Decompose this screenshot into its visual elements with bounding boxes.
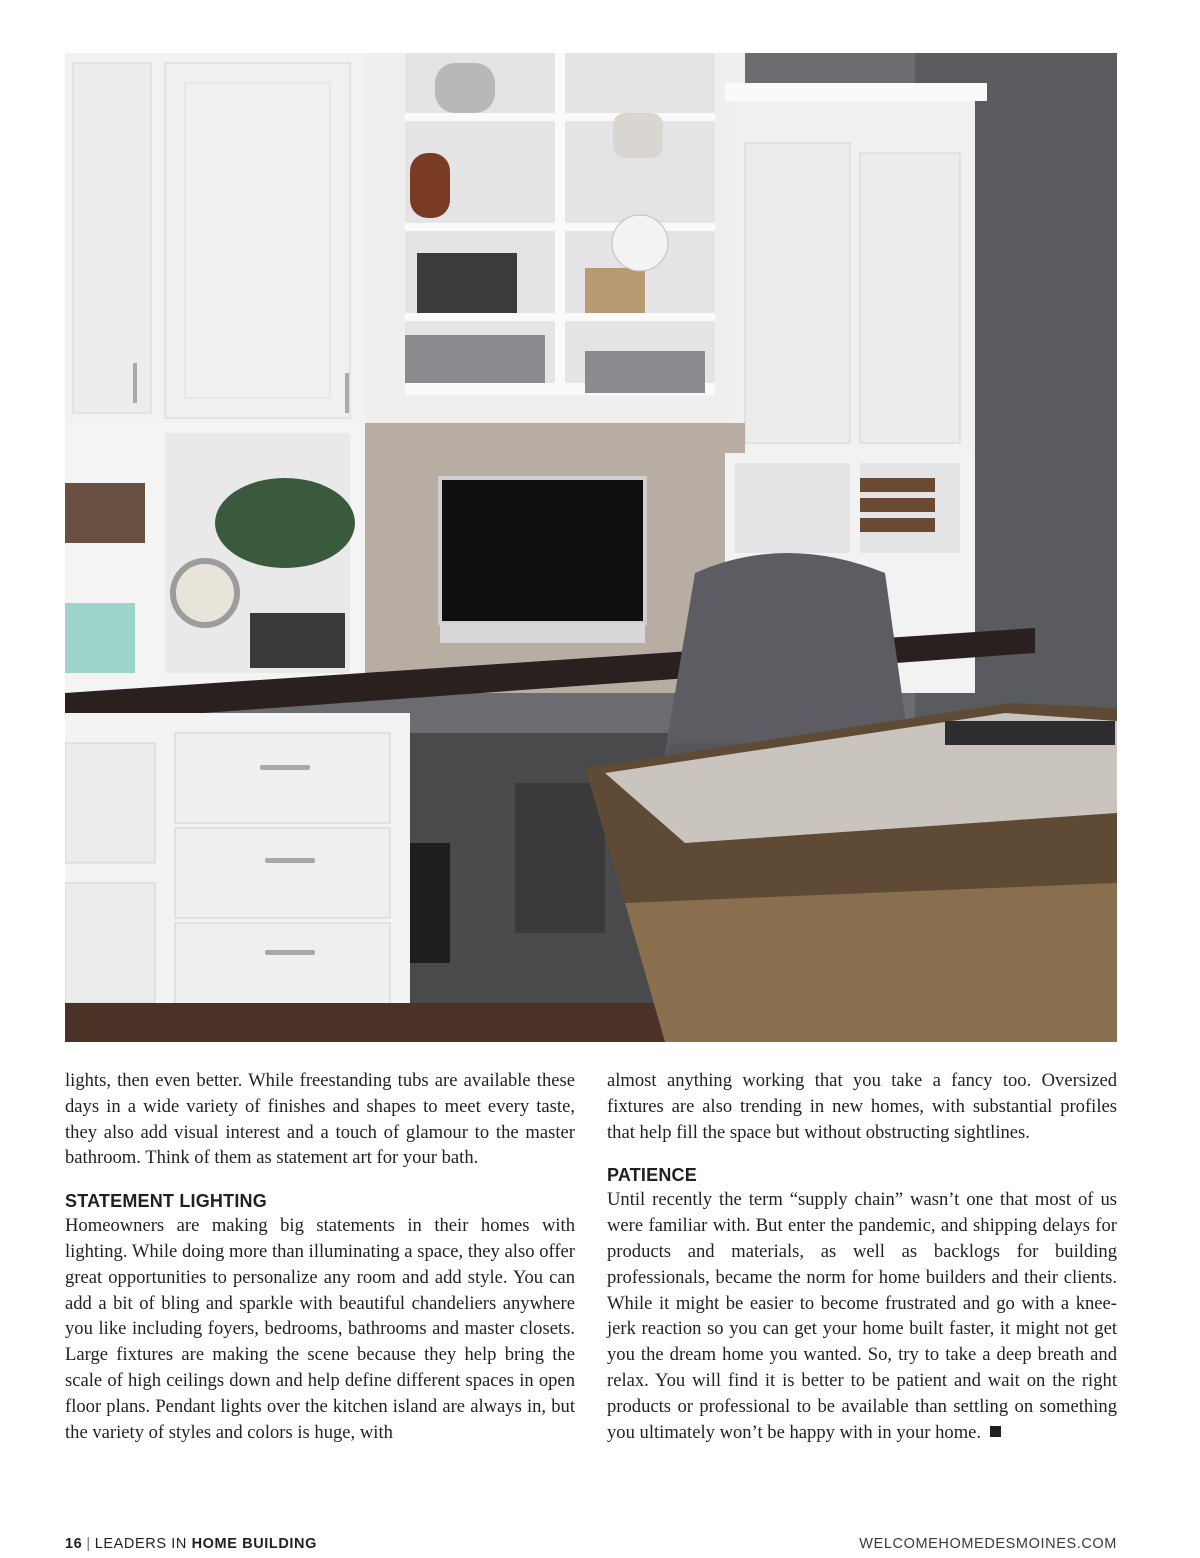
right-column bbox=[607, 1068, 1117, 1445]
right-intro-paragraph: almost anything working that you take a fancy too. Oversized fixtures are also trending in new homes, with substantial profiles that help fill the space but without obstructing sightlines. bbox=[607, 1070, 1117, 1143]
footer-folio bbox=[65, 1536, 317, 1552]
footer-website: WELCOMEHOMEDESMOINES.COM bbox=[859, 1536, 1117, 1552]
left-column bbox=[65, 1068, 575, 1445]
section-bold: HOME BUILDING bbox=[191, 1536, 318, 1552]
page-number: 16 bbox=[65, 1536, 83, 1552]
left-intro-paragraph: lights, then even better. While freestanding tubs are available these days in a wide variety of finishes and shapes to meet every taste, they also add visual interest and a touch of glamour to the master bathroom. Think of them as statement art for your bath. bbox=[65, 1070, 575, 1169]
section-prefix: LEADERS IN bbox=[94, 1536, 187, 1552]
footer-separator: | bbox=[86, 1536, 91, 1552]
home-office-photo bbox=[65, 53, 1117, 1042]
statement-lighting-heading: STATEMENT LIGHTING bbox=[65, 1191, 267, 1212]
patience-heading: PATIENCE bbox=[607, 1165, 697, 1186]
patience-text: Until recently the term “supply chain” wasn’t one that most of us were familiar with. But enter the pandemic, and shipping delays for products and materials, as well as backlogs for building professionals, became the norm for home builders and their clients. While it might be easier to become frustrated and go with a knee-jerk reaction so you can get your home built faster, it might not get you the dream home you wanted. So, try to take a deep breath and relax. You will find it is better to be patient and wait on the right products or professional to be available than settling on something you ultimately won’t be happy with in your home. bbox=[607, 1189, 1117, 1443]
page-footer bbox=[65, 1536, 1117, 1556]
end-mark-icon bbox=[990, 1426, 1001, 1437]
statement-lighting-paragraph: Homeowners are making big statements in their homes with lighting. While doing more than illuminating a space, they also offer great opportunities to personalize any room and add style. You can add a bit of bling and sparkle with beautiful chandeliers anywhere you like including foyers, bedrooms, bathrooms and master closets. Large fixtures are making the scene because they help bring the scale of high ceilings down and help define different spaces in open floor plans. Pendant lights over the kitchen island are always in, but the variety of styles and colors is huge, with bbox=[65, 1215, 575, 1443]
patience-paragraph bbox=[607, 1187, 1117, 1445]
